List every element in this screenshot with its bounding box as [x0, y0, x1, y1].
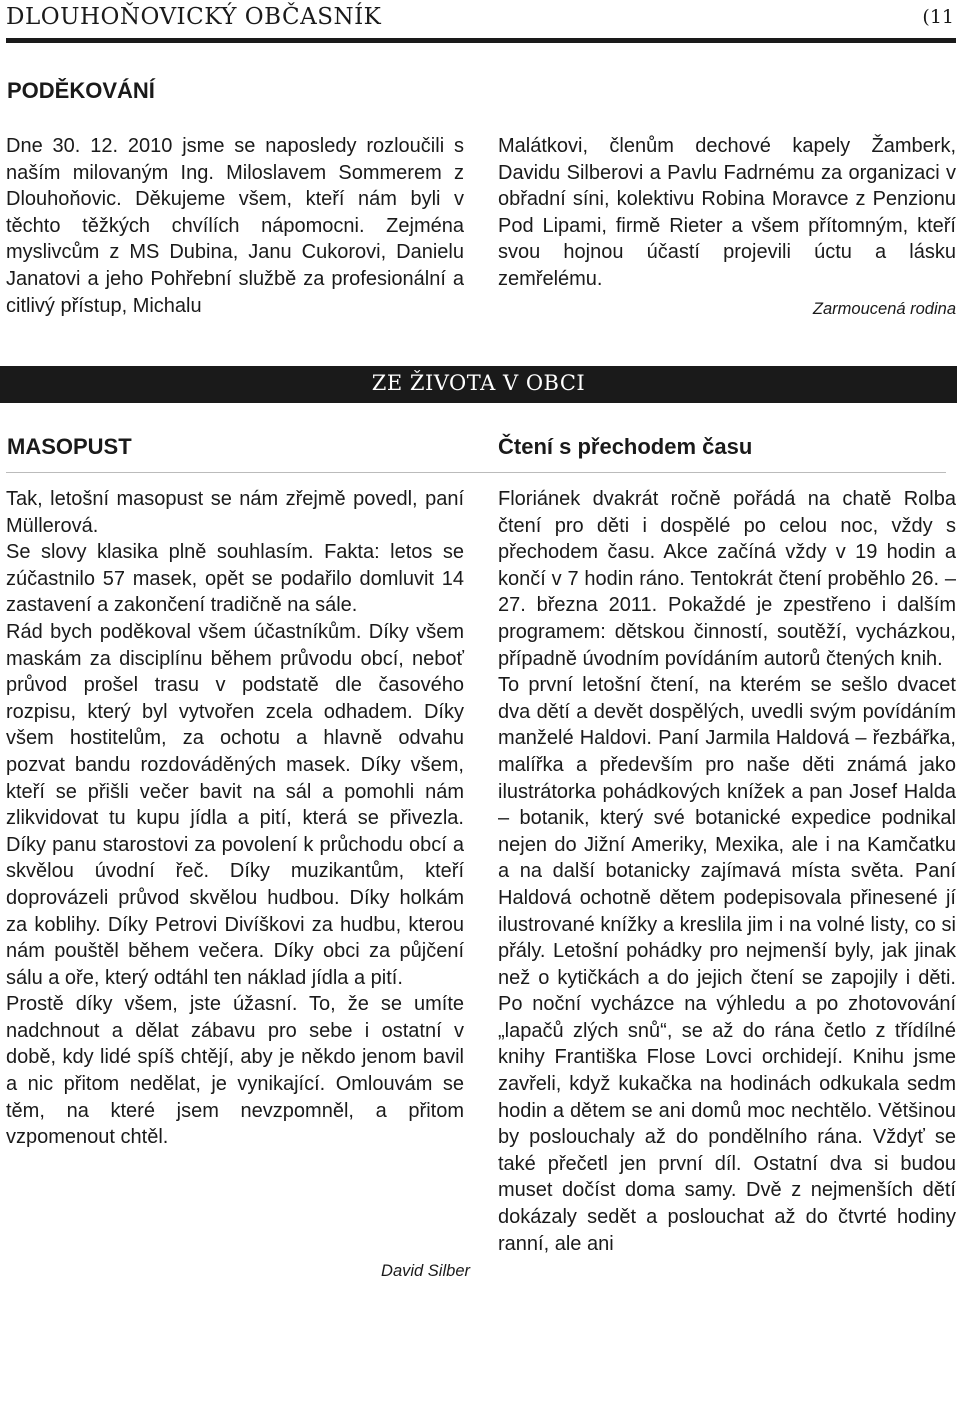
- thanks-signature: Zarmoucená rodina: [812, 299, 956, 318]
- cteni-column: [498, 486, 956, 1257]
- thanks-heading: PODĚKOVÁNÍ: [7, 78, 155, 103]
- section-divider: [6, 472, 946, 473]
- thanks-right-text: Malátkovi, členům dechové kapely Žamberk, Davidu Silberovi a Pavlu Fadrnému za organizaci v obřadní síni, kolektivu Robina Moravce z Penzionu Pod Lipami, firmě Rieter a všem přítomným, kteří svou hojnou účastí projevili úctu a lásku zemřelému.: [498, 135, 956, 290]
- section-banner: [0, 366, 957, 403]
- masopust-heading: MASOPUST: [7, 434, 132, 459]
- cteni-heading: Čtení s přechodem času: [498, 434, 753, 459]
- masopust-paragraph: Se slovy klasika plně souhlasím. Fakta: letos se zúčastnilo 57 masek, opět se podařilo domluvit 14 zastavení a zakončení tradičně na sále.: [6, 541, 464, 617]
- masopust-paragraph: Rád bych poděkoval všem účastníkům. Díky všem maskám za disciplínu během průvodu obcí, neboť průvod prošel trasu v podstatě dle časového rozpisu, který byl vytvořen zcela odhadem. Díky všem hostitelům, za ochotu a hlavně odvahu pozvat bandu rozdováděných masek. Díky všem, kteří se přišli večer bavit na sál a pomohli nám zlikvidovat tu kupu jídla a pití, která se přivezla. Díky panu starostovi za povolení k průchodu obcí a skvělou úvodní řeč. Díky muzikantům, kteří doprovázeli průvod skvělou hudbou. Díky holkám za koblihy. Díky Petrovi Divíškovi za hudbu, kterou nám pouštěl během večera. Díky obci za půjčení sálu a oře, který odtáhl ten náklad jídla a pití.: [6, 620, 464, 989]
- thanks-right-column: [498, 133, 956, 325]
- cteni-paragraph: Floriánek dvakrát ročně pořádá na chatě Rolba čtení pro děti i dospělé po celou noc, vždy s přechodem času. Akce začíná vždy v 19 hodin a končí v 7 hodin ráno. Tentokrát čtení proběhlo 26. – 27. března 2011. Pokaždé je zpestřeno i dalším programem: dětskou činností, soutěží, vycházkou, případně úvodním povídáním autorů čtených knih.: [498, 488, 956, 670]
- masopust-column: [6, 486, 464, 1151]
- header-rule: [6, 38, 956, 43]
- thanks-left-text: Dne 30. 12. 2010 jsme se naposledy rozloučili s naším milovaným Ing. Miloslavem Sommerem z Dlouhoňovic. Děkujeme všem, kteří nám byli v těchto těžkých chvílích nápomocni. Zejména myslivcům z MS Dubina, Janu Cukorovi, Danielu Janatovi a jeho Pohřební službě za profesionální a citlivý přístup, Michalu: [6, 135, 464, 317]
- cteni-paragraph: To první letošní čtení, na kterém se sešlo dvacet dva dětí a devět dospělých, uvedli svým povídáním manželé Haldovi. Paní Jarmila Haldová – řezbářka, malířka a především pro naše děti známá jako ilustrátorka pohádkových knížek a pan Josef Halda – botanik, který své botanické expedice podnikal nejen do Jižní Ameriky, Mexika, ale i na Kamčatku a na další botanicky zajímavá místa světa. Paní Haldová ochotně dětem podepisovala přinesené jí ilustrované knížky a kreslila jim i na volné listy, co si přály. Letošní pohádky pro nejmenší byly, jak jinak než o kytičkách a do jejich čtení se zapojily i děti. Po noční vycházce na výhledu a po zhotovování „lapačů zlých snů“, se až do rána četlo z třídílné knihy Františka Flose Lovci orchidejí. Knihu jsme zavřeli, když kukačka na hodinách odkukala sedm hodin a dětem se ani domů moc nechtělo. Většinou by poslouchaly až do pondělního rána. Vždyť se také přečetl jen první díl. Ostatní dva si budou muset dočíst doma samy. Dvě z nejmenších dětí dokázaly sedět a poslouchat až do čtvrté hodiny ranní, ale ani: [498, 674, 956, 1255]
- page-header: [0, 0, 960, 44]
- page-number: (11: [922, 6, 954, 28]
- masopust-signature: David Silber: [381, 1262, 470, 1280]
- thanks-left-column: [6, 133, 464, 319]
- masopust-paragraph: Prostě díky všem, jste úžasní. To, že se umíte nadchnout a dělat zábavu pro sebe i ostatní v době, kdy lidé spíš chtějí, aby je někdo jenom bavil a nic přitom nedělat, je vynikající. Omlouvám se těm, na které jsem nevzpomněl, a přitom vzpomenout chtěl.: [6, 993, 464, 1149]
- masthead-title: DLOUHOŇOVICKÝ OBČASNÍK: [6, 4, 382, 30]
- masopust-paragraph: Tak, letošní masopust se nám zřejmě povedl, paní Müllerová.: [6, 488, 464, 537]
- section-banner-title: ZE ŽIVOTA V OBCI: [371, 371, 586, 395]
